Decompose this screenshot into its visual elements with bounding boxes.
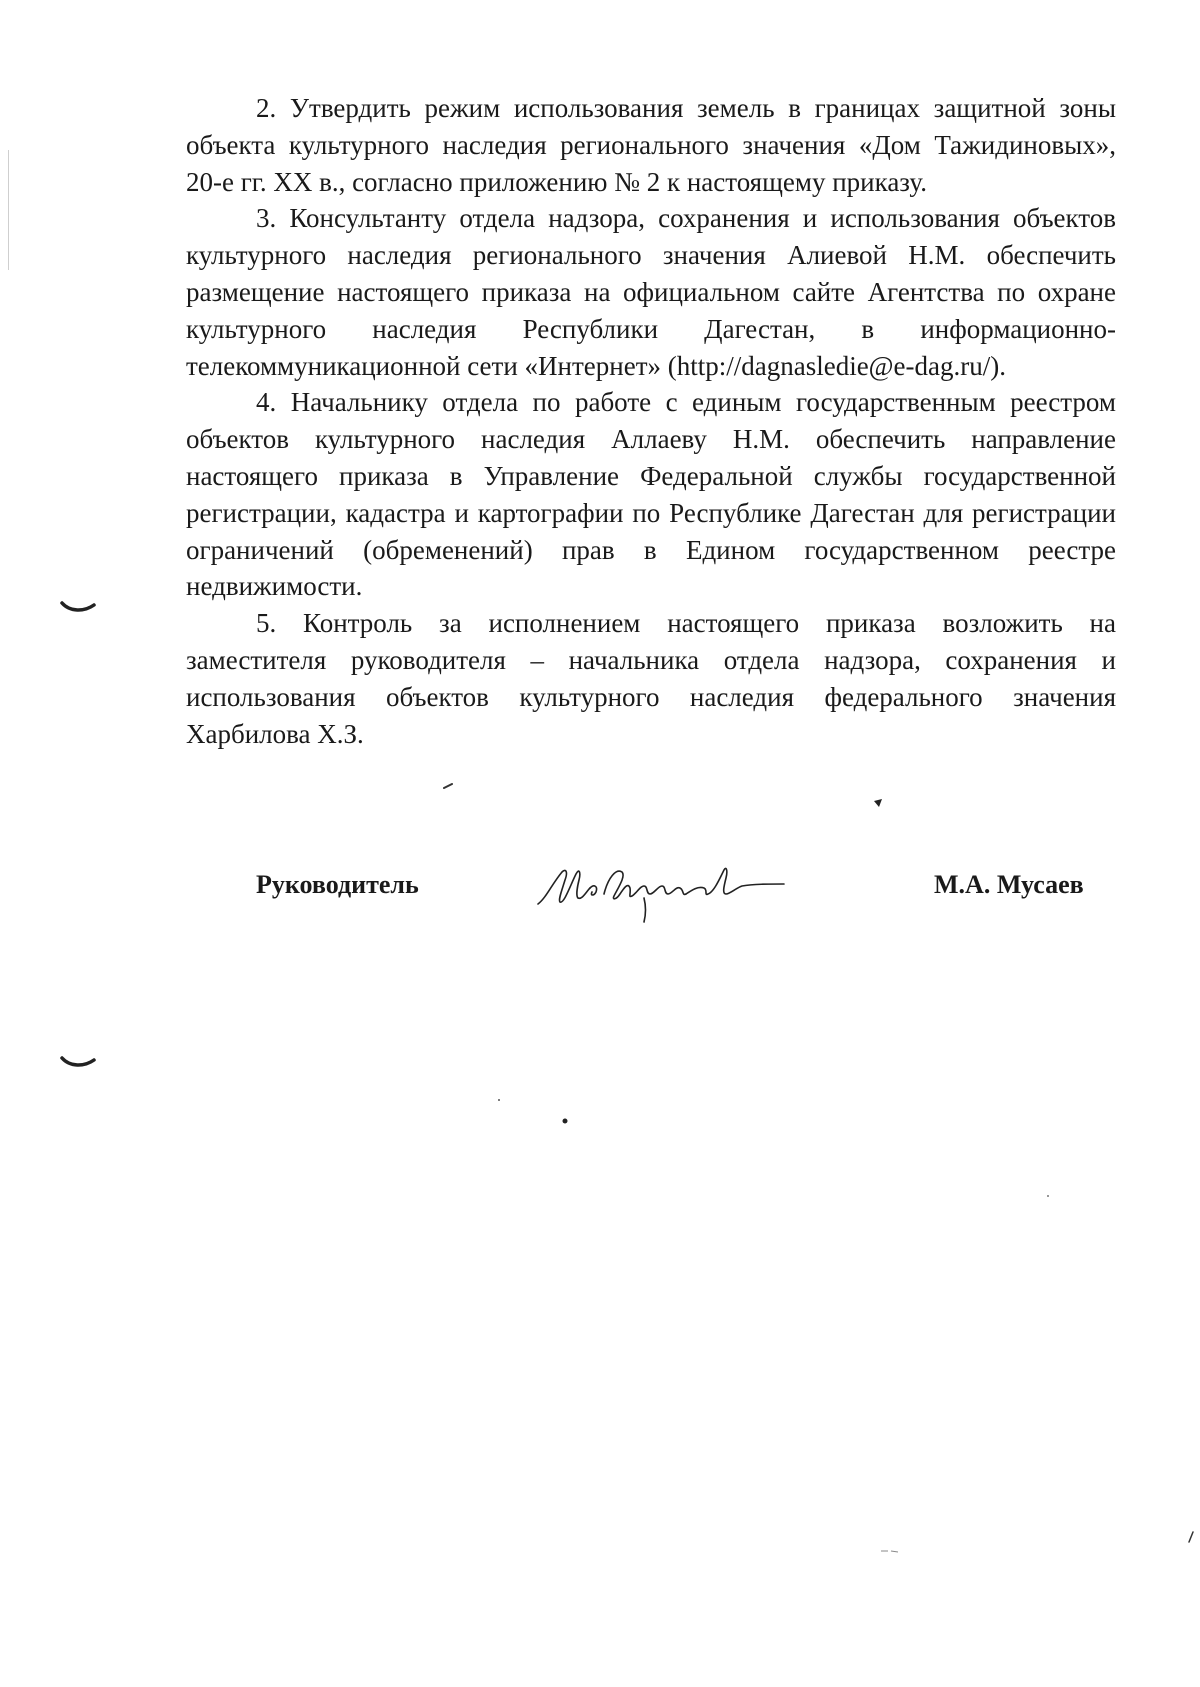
signature-block [0, 858, 1200, 938]
signatory-name: М.А. Мусаев [934, 870, 1084, 899]
scan-artifact-dot [443, 782, 453, 790]
scan-artifact-mark [1186, 1530, 1196, 1544]
signatory-title: Руководитель [256, 870, 419, 899]
paragraph-3: 3. Консультанту отдела надзора, сохранения и использования объектов культурного наследия регионального значения Алиевой Н.М. обеспечить размещение настоящего приказа на официальном сайте Агентства по охране культурного наследия Республики Дагестан, в информационно-телекоммуникационной сети «Интернет» (http://dagnasledie@e-dag.ru/). [186, 203, 1116, 381]
paragraph-4: 4. Начальнику отдела по работе с единым государственным реестром объектов культурного наследия Аллаеву Н.М. обеспечить направление настоящего приказа в Управление Федеральной службы государственной регистрации, кадастра и картографии по Республике Дагестан для регистрации ограничений (обременений) прав в Едином государственном реестре недвижимости. [186, 387, 1116, 602]
paragraph-2: 2. Утвердить режим использования земель в границах защитной зоны объекта культурного наследия регионального значения «Дом Тажидиновых», 20-е гг. ХХ в., согласно приложению № 2 к настоящему приказу. [186, 93, 1116, 197]
scan-artifact-dash [880, 1548, 900, 1554]
document-body [186, 90, 1116, 752]
handwritten-signature [532, 858, 792, 928]
paragraph-5: 5. Контроль за исполнением настоящего приказа возложить на заместителя руководителя – начальника отдела надзора, сохранения и использования объектов культурного наследия федерального значения Харбилова Х.З. [186, 608, 1116, 749]
scan-edge-line [8, 150, 9, 270]
scan-artifact-dot [872, 797, 884, 809]
scan-artifact-dot [497, 1098, 501, 1102]
scan-artifact-dot [561, 1117, 569, 1125]
scan-artifact-mark [60, 1055, 96, 1069]
scan-artifact-dot [1046, 1194, 1050, 1198]
scan-artifact-mark [60, 600, 96, 614]
